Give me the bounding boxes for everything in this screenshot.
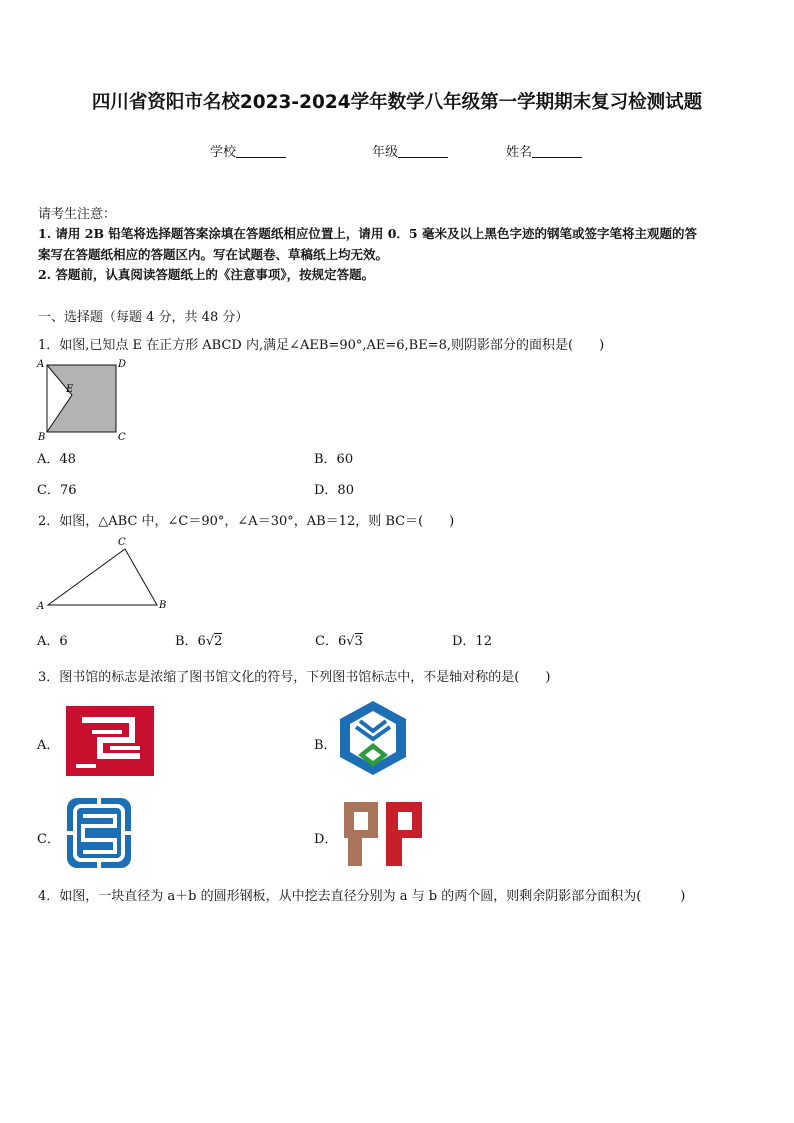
option-b-radicand: 2 — [214, 634, 223, 649]
shaded-region — [47, 365, 116, 432]
school-field[interactable] — [210, 141, 286, 160]
name-field[interactable] — [506, 141, 582, 160]
question-2-text: 2．如图，△ABC 中，∠C＝90°，∠A＝30°，AB＝12，则 BC＝( ) — [38, 514, 455, 529]
question-2-option-b[interactable] — [175, 630, 222, 649]
question-1-figure — [34, 355, 134, 445]
notice-heading: 请考生注意： — [38, 207, 117, 222]
name-label: 姓名 — [506, 145, 533, 160]
option-b-prefix: B．6 — [175, 634, 206, 649]
question-3-text: 3．图书馆的标志是浓缩了图书馆文化的符号，下列图书馆标志中，不是轴对称的是( ) — [38, 670, 551, 685]
label-b: B — [38, 432, 46, 443]
grade-label: 年级 — [372, 145, 399, 160]
label-c: C — [118, 537, 126, 548]
library-logo-b[interactable] — [336, 697, 410, 785]
question-3-option-a-label[interactable]: A． — [37, 738, 60, 753]
logo-d-brown-page — [344, 802, 378, 866]
label-a: A — [37, 601, 45, 612]
question-2-option-d[interactable]: D．12 — [452, 634, 492, 649]
label-d: D — [118, 359, 127, 370]
library-logo-d[interactable] — [340, 798, 426, 870]
option-c-radicand: 3 — [354, 634, 363, 649]
question-1-option-c[interactable]: C．76 — [37, 483, 77, 498]
label-e: E — [66, 384, 74, 395]
question-3-option-d-label[interactable]: D． — [314, 832, 338, 847]
question-1-option-a[interactable]: A．48 — [37, 452, 76, 467]
notice-item-1-line-1: 1. 请用 2B 铅笔将选择题答案涂填在答题纸相应位置上，请用 0．5 毫米及以上黑色字迹的钢笔或签字笔将主观题的答 — [38, 226, 697, 241]
sqrt-icon: √ — [205, 634, 215, 649]
logo-d-brown-hole — [354, 812, 368, 830]
logo-d-red-page — [386, 802, 422, 866]
option-c-prefix: C．6 — [315, 634, 347, 649]
library-logo-c[interactable] — [65, 796, 133, 870]
question-1-option-b[interactable]: B．60 — [314, 452, 354, 467]
school-label: 学校 — [210, 145, 237, 160]
question-3-option-c-label[interactable]: C． — [37, 832, 60, 847]
question-4-text: 4．如图，一块直径为 a＋b 的圆形钢板，从中挖去直径分别为 a 与 b 的两个圆，则剩余阴影部分面积为( ) — [38, 889, 686, 904]
question-2-option-a[interactable]: A．6 — [37, 634, 68, 649]
school-blank[interactable] — [236, 145, 286, 158]
label-b: B — [159, 600, 167, 611]
notice-item-2: 2. 答题前，认真阅读答题纸上的《注意事项》，按规定答题。 — [38, 267, 375, 282]
logo-d-red-hole — [398, 812, 412, 830]
notice-item-1-line-2: 案写在答题纸相应的答题区内。写在试题卷、草稿纸上均无效。 — [38, 247, 389, 262]
question-3-option-b-label[interactable]: B． — [314, 738, 337, 753]
label-c: C — [118, 432, 126, 443]
grade-blank[interactable] — [398, 145, 448, 158]
question-2-option-c[interactable] — [315, 630, 363, 649]
sqrt-icon: √ — [346, 634, 355, 649]
question-1-option-d[interactable]: D．80 — [314, 483, 354, 498]
question-2-figure — [34, 535, 174, 615]
name-blank[interactable] — [532, 145, 582, 158]
library-logo-a[interactable] — [66, 706, 154, 776]
triangle-abc — [48, 549, 157, 605]
section-heading: 一、选择题（每题 4 分，共 48 分） — [38, 310, 249, 325]
page-title: 四川省资阳市名校2023-2024学年数学八年级第一学期期末复习检测试题 — [91, 92, 703, 113]
grade-field[interactable] — [372, 141, 448, 160]
label-a: A — [37, 359, 45, 370]
question-1-text: 1．如图,已知点 E 在正方形 ABCD 内,满足∠AEB=90°,AE=6,BE=8,则阴影部分的面积是( ) — [38, 338, 605, 353]
